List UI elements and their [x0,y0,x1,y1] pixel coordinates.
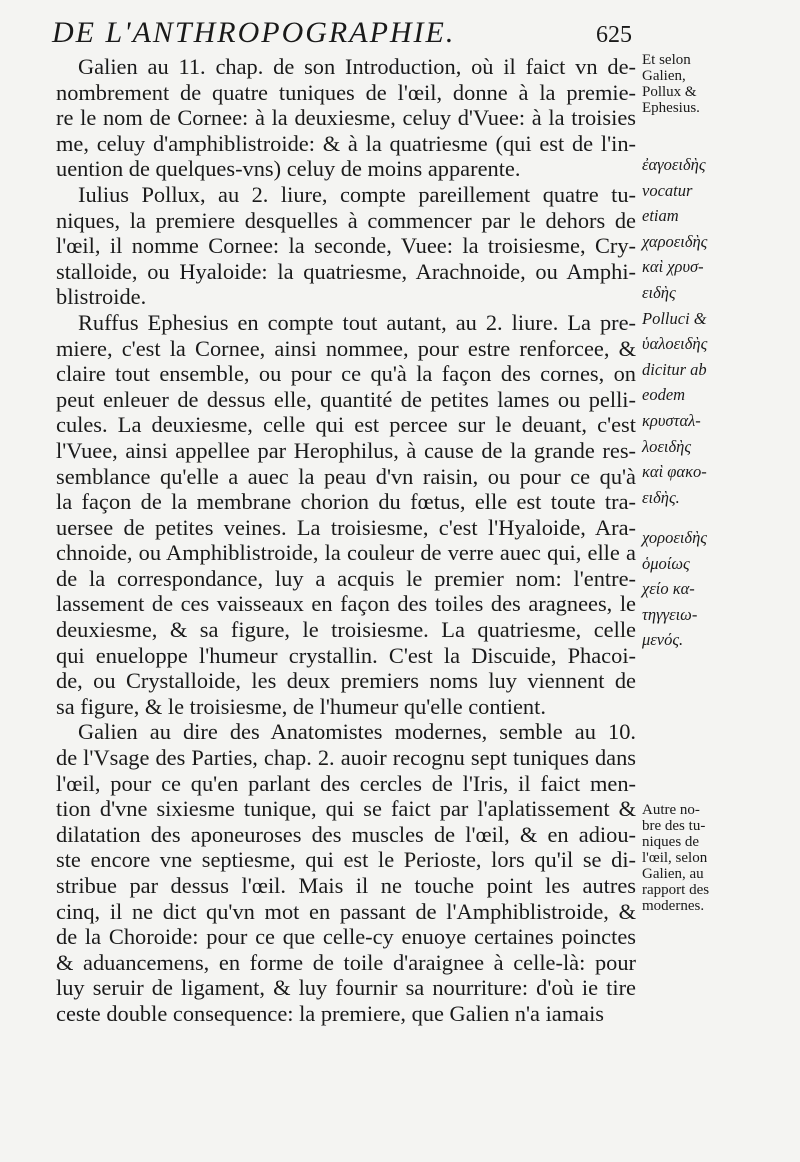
margin-note-line: ειδὴς. [642,487,680,507]
margin-note-line: modernes. [642,898,705,914]
text-line: de l'Vsage des Parties, chap. 2. auoir recognu sept tuniques dans [56,745,636,771]
text-line: sa figure, & le troisiesme, de l'humeur qu'elle contient. [56,693,546,719]
text-line: de la Choroide: pour ce que celle-cy enuoye certaines poinctes [56,924,636,950]
margin-note-line: Polluci & [642,308,707,328]
text-line: niques, la premiere desquelles à commencer par le dehors de [56,207,636,233]
text-line: stalloide, ou Hyaloide: la quatriesme, Arachnoide, ou Amphi- [56,258,636,284]
text-line: uersee de petites veines. La troisiesme, c'est l'Hyaloide, Ara- [56,514,636,540]
margin-note-line: l'œil, selon [642,850,708,866]
text-line: nombrement de quatre tuniques de l'œil, donne à la premie- [56,79,636,105]
margin-note-line: eodem [642,385,686,405]
margin-note-line: ὑαλοειδὴς [642,334,708,354]
margin-note-1 [642,52,792,116]
text-line: uention de quelques-vns) celuy de moins apparente. [56,156,521,182]
text-line: claire tout ensemble, ou pour ce qu'à la façon des cornes, on [56,361,636,387]
running-title: DE L'ANTHROPOGRAPHIE. [52,16,456,49]
text-line: peut enleuer de dessus elle, quantité de petites lames ou pelli- [56,386,636,412]
margin-note-line: rapport des [642,882,710,898]
text-line: de, ou Crystalloide, les deux premiers noms luy viennent de [56,668,636,694]
text-line: dilatation des aponeuroses des muscles de l'œil, & en adiou- [56,821,636,847]
margin-note-line: κρυσταλ- [642,410,701,430]
text-line: Iulius Pollux, au 2. liure, compte pareillement quatre tu- [78,181,636,207]
text-line: chnoide, ou Amphiblistroide, la couleur de verre auec qui, elle a [56,540,636,566]
margin-note-line: Pollux & [642,84,697,100]
text-line: luy seruir de ligament, & luy fournir sa nourriture: d'où ie tire [56,975,636,1001]
margin-note-line: bre des tu- [642,818,706,834]
margin-note-line: dicitur ab [642,359,707,379]
margin-note-line: ειδὴς [642,282,676,302]
text-line: re le nom de Cornee: à la deuxiesme, celuy d'Vuee: à la troisies [56,105,636,131]
text-line: la façon de la membrane chorion du fœtus, elle est toute tra- [56,489,636,515]
margin-note-line: etiam [642,206,679,226]
margin-note-line: Autre no- [642,802,700,818]
margin-note-2 [642,152,792,510]
text-line: semblance qu'elle a auec la peau d'vn raisin, ou pour ce qu'à [56,463,636,489]
margin-note-line: Et selon [642,52,691,68]
text-line: l'œil, il nomme Cornee: la seconde, Vuee: la troisiesme, Cry- [56,233,636,259]
text-line: me, celuy d'amphiblistroide: & à la quatriesme (qui est de l'in- [56,130,636,156]
text-line: deuxiesme, & sa figure, le troisiesme. La quatriesme, celle [56,617,636,643]
text-line: l'Vuee, ainsi appellee par Herophilus, à cause de la grande res- [56,437,636,463]
text-line: lassement de ces vaisseaux en façon des toiles des aragnees, le [56,591,636,617]
margin-note-line: χαροειδὴς [642,231,708,251]
text-line: de la correspondance, luy a acquis le premier nom: l'entre- [56,565,636,591]
text-line: ceste double consequence: la premiere, que Galien n'a iamais [56,1000,605,1026]
text-line: miere, c'est la Cornee, ainsi nommee, pour estre renforcee, & [56,335,636,361]
text-line: Galien au 11. chap. de son Introduction, où il faict vn de- [78,54,636,79]
text-line: tion d'vne sixiesme tunique, qui se faict par l'aplatissement & [56,796,636,822]
text-line: cinq, il ne dict qu'vn mot en passant de l'Amphiblistroide, & [56,898,636,924]
text-line: Galien au dire des Anatomistes modernes, semble au 10. [78,719,636,745]
text-line: l'œil, pour ce qu'en parlant des cercles de l'Iris, il faict men- [56,770,636,796]
text-line: & aduancemens, en forme de toile d'araignee à celle-là: pour [56,949,636,975]
margin-note-line: Ephesius. [642,100,700,116]
margin-note-4 [642,802,792,914]
text-line: blistroide. [56,284,147,310]
text-line: ste encore vne septiesme, qui est le Perioste, lors qu'il se di- [56,847,636,873]
page-number: 625 [596,22,632,48]
margin-note-line: niques de [642,834,700,850]
margin-note-line: καὶ φακο- [642,462,707,482]
margin-note-line: λοειδὴς [642,436,692,456]
margin-note-line: vocatur [642,180,693,200]
margin-note-line: καὶ χρυσ- [642,257,704,277]
text-line: Ruffus Ephesius en compte tout autant, au 2. liure. La pre- [78,309,636,335]
main-text [56,54,636,1027]
margin-note-line: Galien, au [642,866,704,882]
text-line: stribue par dessus l'œil. Mais il ne touche point les autres [56,873,636,898]
margin-note-3 [642,525,792,653]
text-line: cules. La deuxiesme, celle qui est percee sur le deuant, c'est [56,412,636,438]
text-line: qui enueloppe l'humeur crystallin. C'est la Discuide, Phacoi- [56,642,636,668]
margin-note-line: χοροειδὴς [642,528,707,547]
running-header [52,16,632,56]
margin-note-line: μενός. [642,630,684,650]
margin-note-line: ἐαγοειδὴς [642,155,706,174]
margin-note-line: Galien, [642,68,686,84]
margin-note-line: τηγγειω- [642,604,698,624]
margin-note-line: χείο κα- [642,579,695,599]
margin-note-line: ὁμοίως [642,553,690,573]
